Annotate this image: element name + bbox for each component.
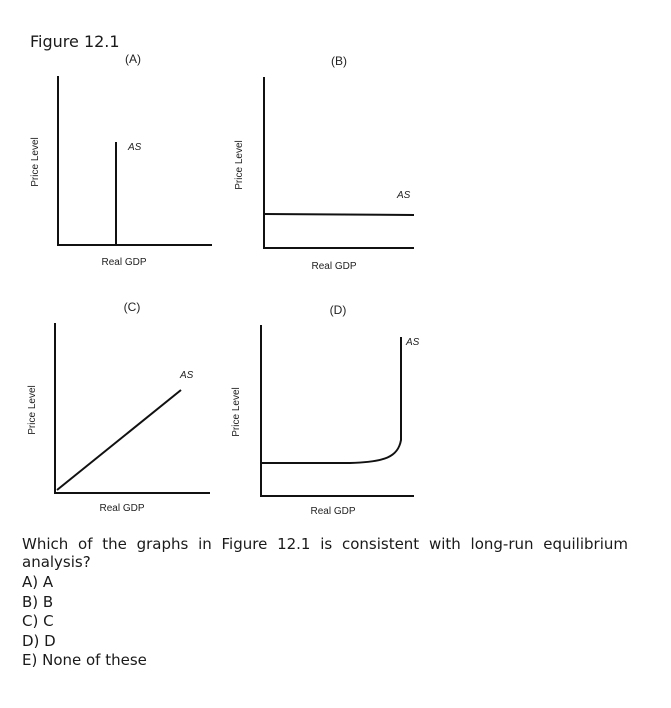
as-curve-d: [262, 337, 401, 463]
axes-c: [55, 323, 210, 493]
figure-title: Figure 12.1: [30, 32, 120, 51]
as-label-a: AS: [128, 142, 142, 153]
axes-d: [261, 325, 414, 496]
x-axis-label-c: Real GDP: [99, 503, 145, 514]
option-e[interactable]: E) None of these: [22, 651, 147, 669]
y-axis-label-d: Price Level: [231, 387, 242, 437]
as-label-d: AS: [406, 337, 420, 348]
y-axis-label-c: Price Level: [27, 385, 38, 435]
answer-options: [22, 573, 147, 671]
x-axis-label-a: Real GDP: [101, 257, 147, 268]
panel-label-c: (C): [123, 300, 141, 314]
panel-label-a: (A): [125, 52, 141, 66]
panel-label-b: (B): [331, 54, 347, 68]
option-d[interactable]: D) D: [22, 631, 56, 650]
axes-b: [264, 77, 414, 248]
graph-d: [231, 303, 420, 517]
x-axis-label-b: Real GDP: [311, 261, 357, 272]
question-text: Which of the graphs in Figure 12.1 is consistent with long-run equilibrium analysis?: [22, 535, 628, 571]
panel-label-d: (D): [329, 303, 347, 317]
graph-c: [27, 300, 210, 514]
option-b[interactable]: B) B: [22, 592, 54, 611]
x-axis-label-d: Real GDP: [310, 506, 356, 517]
y-axis-label-a: Price Level: [30, 137, 41, 187]
as-curve-c: [57, 390, 181, 490]
as-label-c: AS: [180, 370, 194, 381]
graph-a: [30, 52, 212, 268]
as-label-b: AS: [397, 190, 411, 201]
axes-a: [58, 76, 212, 245]
graph-b: [234, 54, 414, 272]
option-a[interactable]: A) A: [22, 573, 54, 591]
option-c[interactable]: C) C: [22, 612, 54, 630]
y-axis-label-b: Price Level: [234, 140, 245, 190]
as-curve-b: [264, 214, 414, 215]
